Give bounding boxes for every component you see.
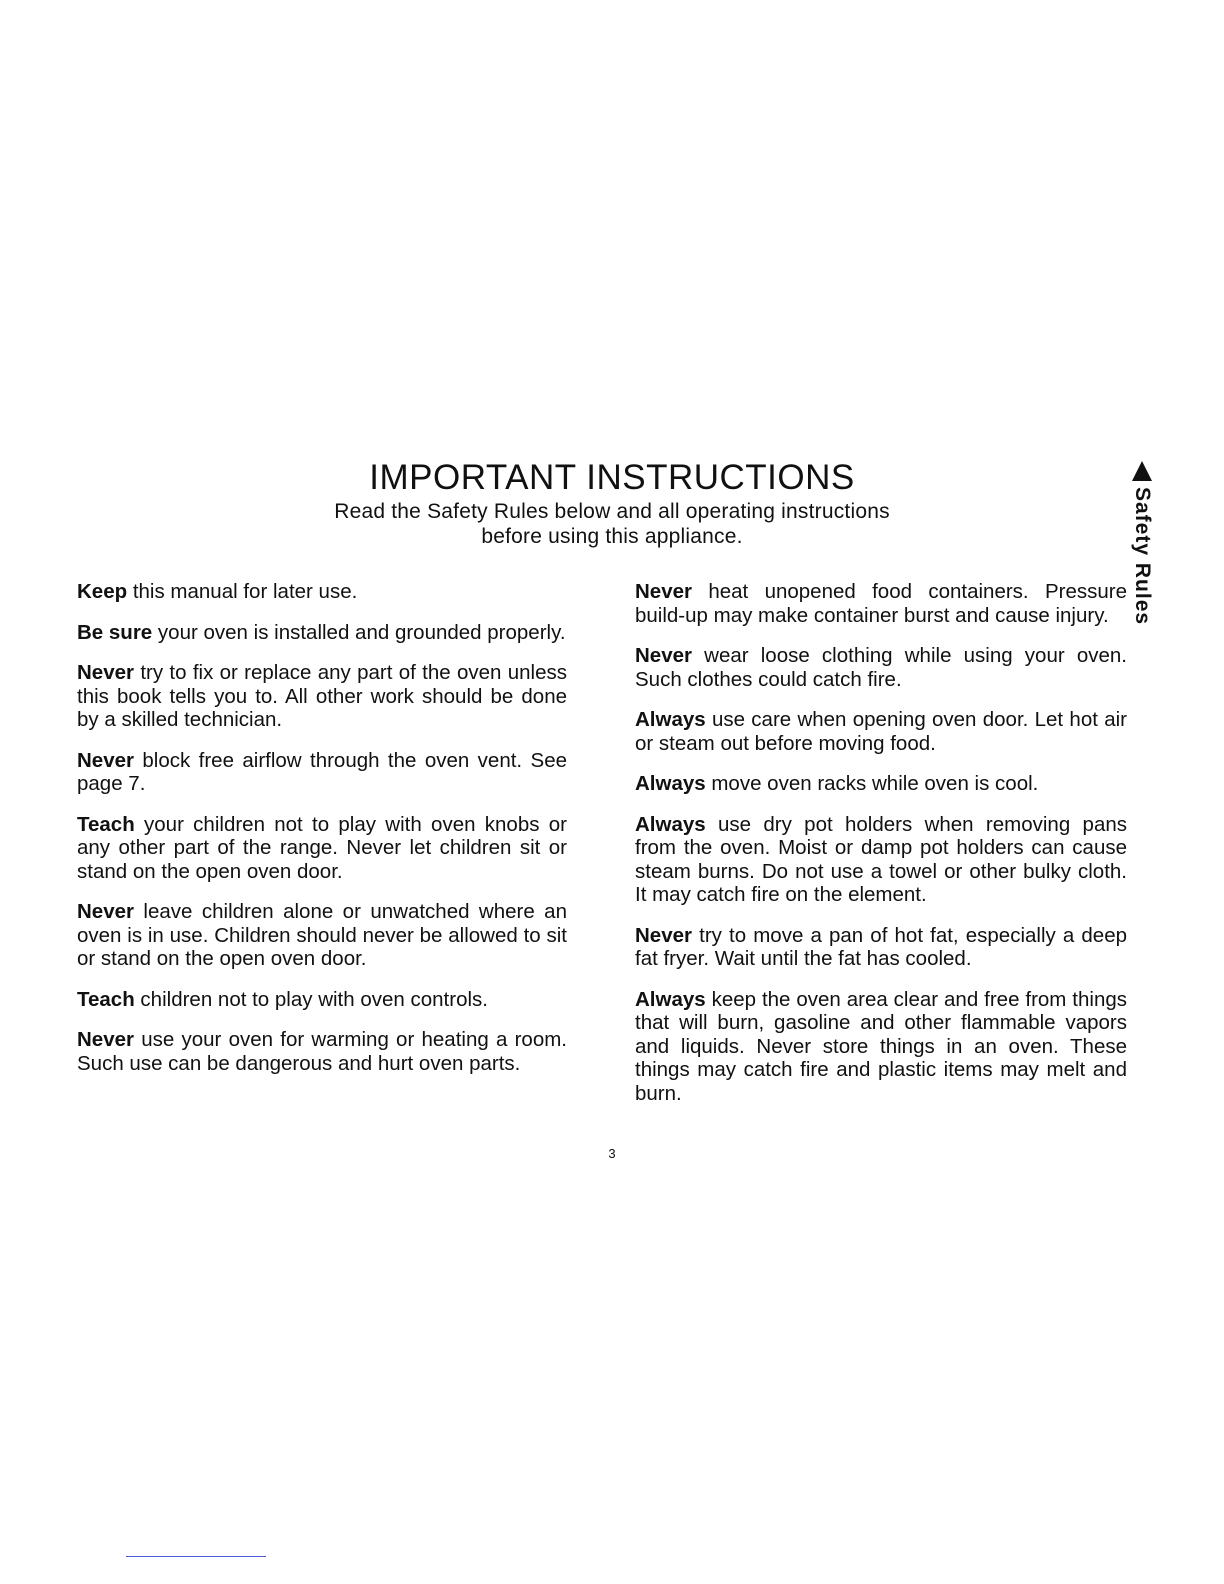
rule-text: wear loose clothing while using your oven. Such clothes could catch fire. <box>635 644 1127 691</box>
rule-item <box>635 813 1127 907</box>
rule-item <box>77 1028 567 1075</box>
warning-triangle-icon <box>1132 461 1152 481</box>
left-column <box>77 580 567 1092</box>
rule-keyword: Keep <box>77 580 128 603</box>
page-title: IMPORTANT INSTRUCTIONS <box>369 458 855 497</box>
rule-text: children not to play with oven controls. <box>134 987 488 1011</box>
rule-item <box>77 988 567 1012</box>
rule-keyword: Never <box>635 580 692 603</box>
rule-keyword: Never <box>77 900 134 923</box>
rule-item <box>77 661 567 732</box>
subtitle-line-1: Read the Safety Rules below and all operating instructions <box>334 500 890 523</box>
rule-item <box>635 772 1127 796</box>
rule-text: block free airflow through the oven vent. See page 7. <box>77 748 567 795</box>
rule-text: use your oven for warming or heating a room. Such use can be dangerous and hurt oven parts. <box>77 1028 567 1075</box>
rule-keyword: Teach <box>77 812 135 836</box>
rule-item <box>635 988 1127 1106</box>
rule-text: use care when opening oven door. Let hot air or steam out before moving food. <box>635 708 1127 755</box>
rule-keyword: Always <box>635 708 706 731</box>
rule-keyword: Never <box>77 661 134 684</box>
subtitle-line-2: before using this appliance. <box>481 525 743 548</box>
rule-item <box>77 900 567 971</box>
rule-text: keep the oven area clear and free from things that will burn, gasoline and other flammable vapors and liquids. Never store things in an oven. These things may catch fire and plastic items may melt and burn. <box>635 987 1127 1105</box>
safety-rules-tab <box>1128 457 1158 657</box>
rule-keyword: Teach <box>77 987 135 1011</box>
rule-keyword: Always <box>635 987 706 1011</box>
rule-keyword: Always <box>635 772 706 795</box>
rule-text: try to move a pan of hot fat, especially a deep fat fryer. Wait until the fat has cooled. <box>635 923 1127 970</box>
rule-text: your children not to play with oven knobs or any other part of the range. Never let children sit or stand on the open oven door. <box>77 812 567 883</box>
rule-text: use dry pot holders when removing pans from the oven. Moist or damp pot holders can cause steam burns. Do not use a towel or other bulky cloth. It may catch fire on the element. <box>635 812 1127 906</box>
rule-keyword: Never <box>77 1028 134 1051</box>
rule-keyword: Never <box>635 644 692 667</box>
rule-text: try to fix or replace any part of the oven unless this book tells you to. All other work should be done by a skilled technician. <box>77 661 567 731</box>
footer-divider <box>126 1556 266 1557</box>
rule-keyword: Never <box>635 923 692 947</box>
rule-item <box>635 580 1127 627</box>
rule-text: heat unopened food containers. Pressure build-up may make container burst and cause injury. <box>635 580 1127 627</box>
page-number: 3 <box>608 1146 616 1161</box>
rule-item <box>77 580 567 604</box>
rule-item <box>77 621 567 645</box>
rule-item <box>77 749 567 796</box>
right-column <box>635 580 1127 1122</box>
rule-item <box>635 924 1127 971</box>
rule-keyword: Never <box>77 748 134 772</box>
side-tab-label: Safety Rules <box>1131 487 1154 626</box>
rule-item <box>635 708 1127 755</box>
rule-item <box>77 813 567 884</box>
rule-text: this manual for later use. <box>127 580 358 603</box>
rule-text: leave children alone or unwatched where an oven is in use. Children should never be allowed to sit or stand on the open oven door. <box>77 900 567 970</box>
rule-keyword: Always <box>635 812 706 836</box>
rule-keyword: Be sure <box>77 620 153 644</box>
rule-item <box>635 644 1127 691</box>
rule-text: your oven is installed and grounded properly. <box>152 620 566 644</box>
rule-text: move oven racks while oven is cool. <box>705 772 1039 795</box>
